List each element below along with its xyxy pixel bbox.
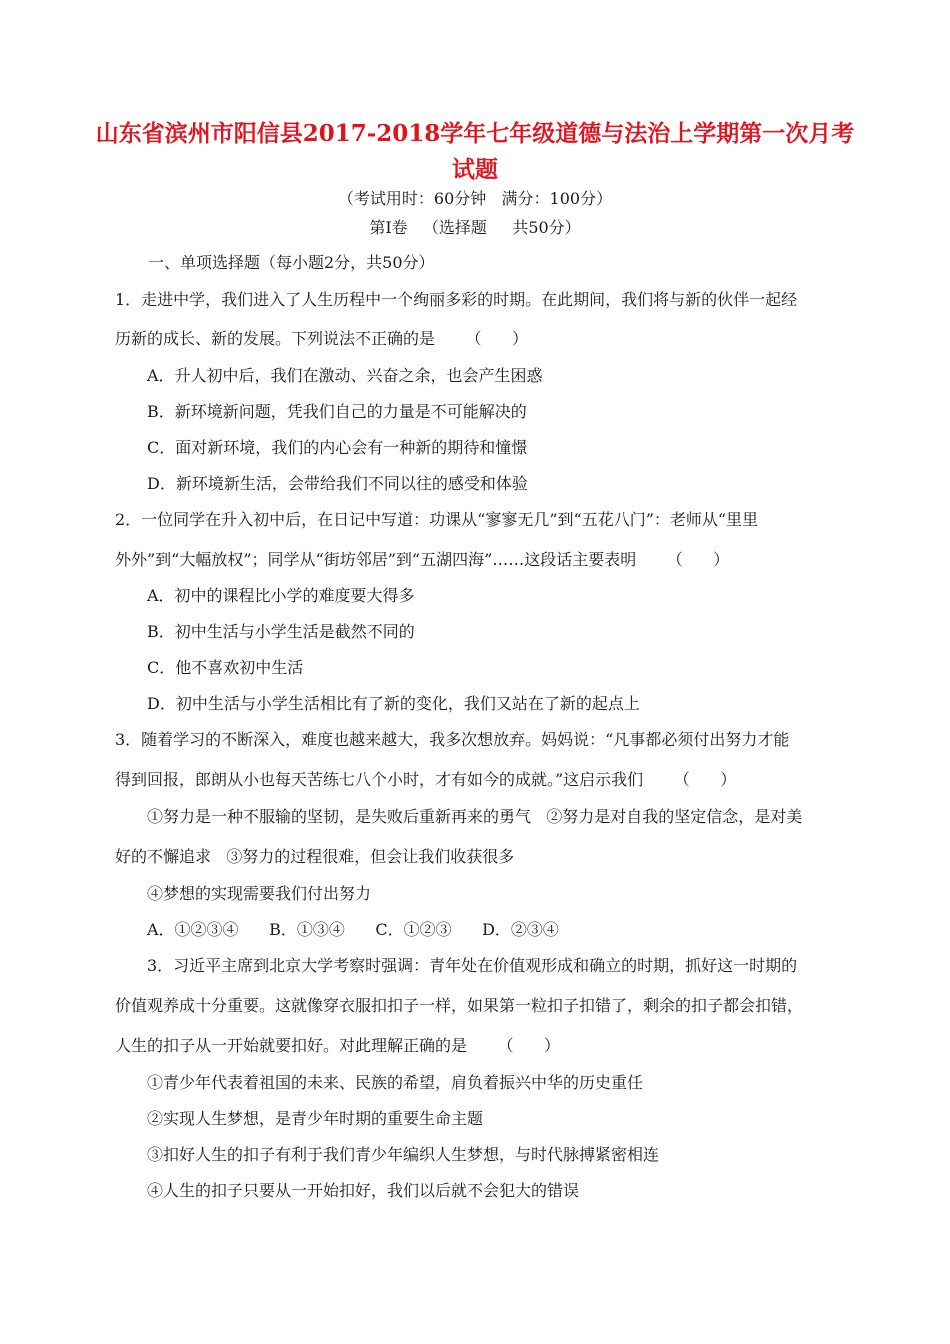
q1-option-b: B．新环境新问题，凭我们自己的力量是不可能解决的 (147, 402, 527, 421)
q3b-statement-4: ④人生的扣子只要从一开始扣好，我们以后就不会犯大的错误 (147, 1181, 580, 1200)
q3a-stem-line1: 3．随着学习的不断深入，难度也越来越大，我多次想放弃。妈妈说：“凡事都必须付出努力才能 (115, 730, 790, 749)
q1-option-c: C．面对新环境，我们的内心会有一种新的期待和憧憬 (147, 438, 528, 457)
q3b-stem-line2: 价值观养成十分重要。这就像穿衣服扣扣子一样，如果第一粒扣子扣错了，剩余的扣子都会扣错， (115, 996, 804, 1015)
exam-info: （考试用时：60分钟 满分：100分） (337, 189, 613, 208)
q2-stem-line1: 2．一位同学在升入初中后，在日记中写道：功课从“寥寥无几”到“五花八门”：老师从“里里 (115, 510, 759, 529)
q3a-statement-line1: ①努力是一种不服输的坚韧，是失败后重新再来的勇气 ②努力是对自我的坚定信念，是对美 (147, 807, 803, 826)
q1-option-a: A．升人初中后，我们在激动、兴奋之余，也会产生困惑 (147, 366, 543, 385)
q3a-answer-choices: A．①②③④ B．①③④ C．①②③ D．②③④ (147, 920, 559, 939)
volume-header: 第Ⅰ卷 （选择题 共50分） (369, 218, 581, 237)
q3b-statement-1: ①青少年代表着祖国的未来、民族的希望，肩负着振兴中华的历史重任 (147, 1073, 644, 1092)
section-heading: 一、单项选择题（每小题2分，共50分） (148, 253, 435, 272)
q1-option-d: D．新环境新生活，会带给我们不同以往的感受和体验 (147, 474, 528, 493)
q1-stem-line2: 历新的成长、新的发展。下列说法不正确的是 （ ） (115, 329, 529, 348)
q3b-stem-line3: 人生的扣子从一开始就要扣好。对此理解正确的是 （ ） (115, 1036, 561, 1055)
q1-stem-line1: 1．走进中学，我们进入了人生历程中一个绚丽多彩的时期。在此期间，我们将与新的伙伴一起经 (115, 290, 798, 309)
doc-title-line1: 山东省滨州市阳信县2017-2018学年七年级道德与法治上学期第一次月考 (95, 120, 855, 147)
q3a-statement-line3: ④梦想的实现需要我们付出努力 (147, 884, 372, 903)
doc-title-line2: 试题 (452, 156, 498, 183)
q2-option-d: D．初中生活与小学生活相比有了新的变化，我们又站在了新的起点上 (147, 694, 640, 713)
q3a-stem-line2: 得到回报，郎朗从小也每天苦练七八个小时，才有如今的成就。”这启示我们 （ ） (115, 770, 737, 789)
q2-option-b: B．初中生活与小学生活是截然不同的 (147, 622, 415, 641)
q2-option-c: C．他不喜欢初中生活 (147, 658, 304, 677)
q2-option-a: A．初中的课程比小学的难度要大得多 (147, 586, 415, 605)
q2-stem-line2: 外外”到“大幅放权”；同学从“街坊邻居”到“五湖四海”……这段话主要表明 （ ） (115, 550, 730, 569)
q3b-stem-line1: 3．习近平主席到北京大学考察时强调：青年处在价值观形成和确立的时期，抓好这一时期的 (147, 956, 798, 975)
q3b-statement-3: ③扣好人生的扣子有利于我们青少年编织人生梦想，与时代脉搏紧密相连 (147, 1145, 660, 1164)
q3b-statement-2: ②实现人生梦想，是青少年时期的重要生命主题 (147, 1109, 484, 1128)
q3a-statement-line2: 好的不懈追求 ③努力的过程很难，但会让我们收获很多 (115, 847, 515, 866)
